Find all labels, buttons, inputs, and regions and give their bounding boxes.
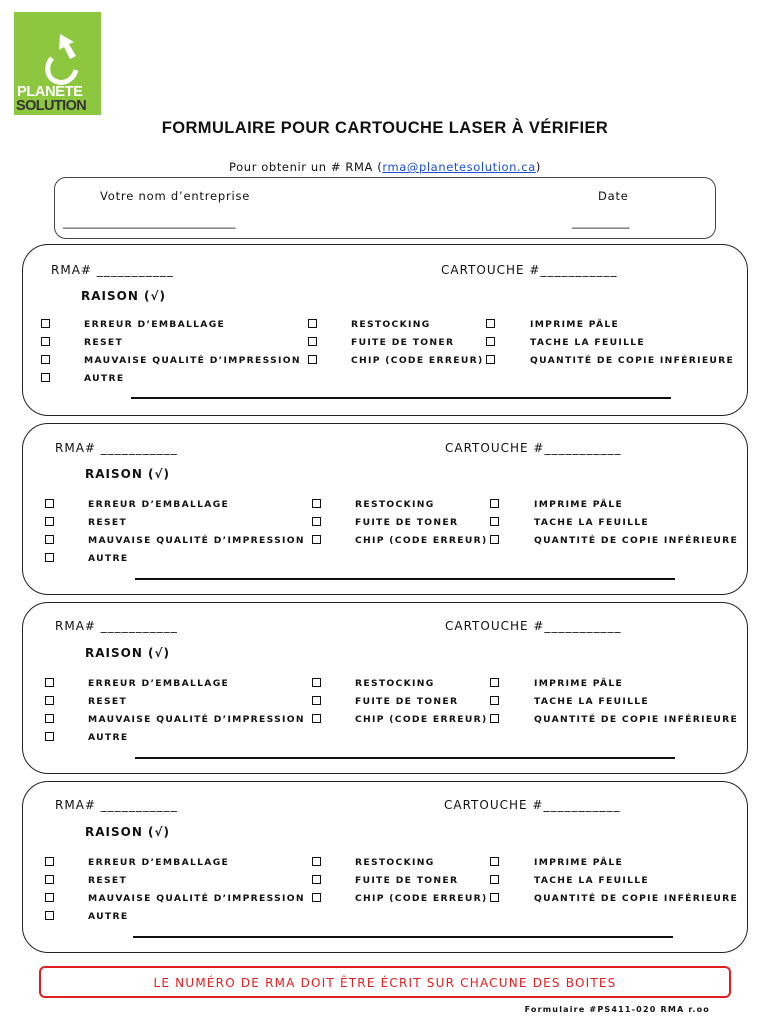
checkbox-quantite-copie[interactable]	[490, 714, 499, 723]
cartridge-section	[22, 423, 748, 595]
option-label: CHIP (CODE ERREUR)	[355, 893, 488, 904]
checkbox-fuite-toner[interactable]	[312, 517, 321, 526]
rma-instructions-suffix: )	[535, 160, 541, 174]
checkbox-tache-feuille[interactable]	[490, 517, 499, 526]
option-label: RESTOCKING	[355, 499, 435, 510]
option-label: ERREUR D’EMBALLAGE	[88, 678, 230, 689]
option-label: CHIP (CODE ERREUR)	[355, 714, 488, 725]
logo-line-2: SOLUTION	[16, 98, 87, 114]
checkbox-reset[interactable]	[45, 517, 54, 526]
cartouche-number-field[interactable]: CARTOUCHE #___________	[445, 441, 622, 455]
rma-email-link[interactable]: rma@planetesolution.ca	[382, 160, 536, 174]
checkbox-autre[interactable]	[45, 911, 54, 920]
rma-number-field[interactable]: RMA# ___________	[51, 263, 174, 277]
option-label: IMPRIME PÂLE	[530, 319, 620, 330]
rma-number-field[interactable]: RMA# ___________	[55, 798, 178, 812]
option-label: ERREUR D’EMBALLAGE	[84, 319, 226, 330]
option-label: RESET	[88, 875, 128, 886]
option-label: QUANTITÉ DE COPIE INFÉRIEURE	[534, 893, 739, 904]
rma-warning-notice: LE NUMÉRO DE RMA DOIT ÊTRE ÉCRIT SUR CHACUNE DES BOITES	[39, 966, 731, 998]
reason-heading: RAISON (√)	[85, 646, 171, 660]
date-field[interactable]: __________	[572, 215, 630, 229]
cartridge-section	[22, 781, 748, 953]
rma-instructions-prefix: Pour obtenir un # RMA (	[229, 160, 383, 174]
checkbox-autre[interactable]	[45, 553, 54, 562]
checkbox-quantite-copie[interactable]	[486, 355, 495, 364]
option-label: AUTRE	[84, 373, 125, 384]
option-label: FUITE DE TONER	[355, 875, 459, 886]
option-label: RESET	[84, 337, 124, 348]
checkbox-chip[interactable]	[308, 355, 317, 364]
option-label: IMPRIME PÂLE	[534, 499, 624, 510]
checkbox-chip[interactable]	[312, 535, 321, 544]
checkbox-tache-feuille[interactable]	[490, 875, 499, 884]
option-label: TACHE LA FEUILLE	[530, 337, 645, 348]
checkbox-quantite-copie[interactable]	[490, 893, 499, 902]
checkbox-imprime-pale[interactable]	[490, 857, 499, 866]
logo-line-1: PLANÈTE	[17, 84, 83, 100]
option-label: RESET	[88, 696, 128, 707]
option-label: CHIP (CODE ERREUR)	[351, 355, 484, 366]
option-label: TACHE LA FEUILLE	[534, 517, 649, 528]
form-title: FORMULAIRE POUR CARTOUCHE LASER À VÉRIFIER	[161, 119, 609, 137]
company-info-box	[54, 177, 716, 239]
checkbox-restocking[interactable]	[312, 678, 321, 687]
option-label: QUANTITÉ DE COPIE INFÉRIEURE	[534, 714, 739, 725]
cartridge-section	[22, 602, 748, 774]
rma-number-field[interactable]: RMA# ___________	[55, 619, 178, 633]
reason-heading: RAISON (√)	[81, 289, 167, 303]
option-label: RESET	[88, 517, 128, 528]
date-label: Date	[598, 189, 629, 203]
reason-heading: RAISON (√)	[85, 467, 171, 481]
notes-line[interactable]	[131, 397, 671, 399]
checkbox-tache-feuille[interactable]	[490, 696, 499, 705]
option-label: MAUVAISE QUALITÉ D’IMPRESSION	[88, 893, 305, 904]
cartouche-number-field[interactable]: CARTOUCHE #___________	[445, 619, 622, 633]
checkbox-fuite-toner[interactable]	[308, 337, 317, 346]
option-label: AUTRE	[88, 553, 129, 564]
checkbox-restocking[interactable]	[308, 319, 317, 328]
checkbox-mauvaise-qualite[interactable]	[41, 355, 50, 364]
cartridge-section	[22, 244, 748, 416]
checkbox-erreur-emballage[interactable]	[45, 499, 54, 508]
option-label: MAUVAISE QUALITÉ D’IMPRESSION	[84, 355, 301, 366]
option-label: QUANTITÉ DE COPIE INFÉRIEURE	[530, 355, 735, 366]
form-reference: Formulaire #PS411-020 RMA r.oo	[524, 1005, 710, 1014]
checkbox-chip[interactable]	[312, 893, 321, 902]
checkbox-tache-feuille[interactable]	[486, 337, 495, 346]
option-label: IMPRIME PÂLE	[534, 857, 624, 868]
option-label: RESTOCKING	[355, 857, 435, 868]
option-label: TACHE LA FEUILLE	[534, 875, 649, 886]
option-label: QUANTITÉ DE COPIE INFÉRIEURE	[534, 535, 739, 546]
notes-line[interactable]	[135, 757, 675, 759]
company-name-label: Votre nom d’entreprise	[100, 189, 251, 203]
option-label: ERREUR D’EMBALLAGE	[88, 857, 230, 868]
option-label: AUTRE	[88, 732, 129, 743]
checkbox-reset[interactable]	[41, 337, 50, 346]
reason-heading: RAISON (√)	[85, 825, 171, 839]
option-label: RESTOCKING	[355, 678, 435, 689]
planete-solution-logo	[14, 12, 101, 115]
checkbox-erreur-emballage[interactable]	[45, 678, 54, 687]
rma-instructions	[0, 160, 770, 174]
cartouche-number-field[interactable]: CARTOUCHE #___________	[444, 798, 621, 812]
option-label: ERREUR D’EMBALLAGE	[88, 499, 230, 510]
checkbox-reset[interactable]	[45, 696, 54, 705]
checkbox-mauvaise-qualite[interactable]	[45, 535, 54, 544]
checkbox-imprime-pale[interactable]	[490, 499, 499, 508]
checkbox-mauvaise-qualite[interactable]	[45, 714, 54, 723]
checkbox-chip[interactable]	[312, 714, 321, 723]
option-label: IMPRIME PÂLE	[534, 678, 624, 689]
checkbox-autre[interactable]	[41, 373, 50, 382]
option-label: CHIP (CODE ERREUR)	[355, 535, 488, 546]
checkbox-mauvaise-qualite[interactable]	[45, 893, 54, 902]
option-label: AUTRE	[88, 911, 129, 922]
cartouche-number-field[interactable]: CARTOUCHE #___________	[441, 263, 618, 277]
checkbox-erreur-emballage[interactable]	[41, 319, 50, 328]
option-label: TACHE LA FEUILLE	[534, 696, 649, 707]
option-label: FUITE DE TONER	[355, 696, 459, 707]
option-label: FUITE DE TONER	[355, 517, 459, 528]
option-label: MAUVAISE QUALITÉ D’IMPRESSION	[88, 714, 305, 725]
rma-number-field[interactable]: RMA# ___________	[55, 441, 178, 455]
company-name-field[interactable]: ______________________________	[63, 215, 236, 229]
checkbox-erreur-emballage[interactable]	[45, 857, 54, 866]
checkbox-fuite-toner[interactable]	[312, 875, 321, 884]
checkbox-restocking[interactable]	[312, 499, 321, 508]
checkbox-reset[interactable]	[45, 875, 54, 884]
option-label: FUITE DE TONER	[351, 337, 455, 348]
checkbox-fuite-toner[interactable]	[312, 696, 321, 705]
option-label: MAUVAISE QUALITÉ D’IMPRESSION	[88, 535, 305, 546]
option-label: RESTOCKING	[351, 319, 431, 330]
notes-line[interactable]	[135, 578, 675, 580]
notes-line[interactable]	[133, 936, 673, 938]
checkbox-imprime-pale[interactable]	[490, 678, 499, 687]
checkbox-restocking[interactable]	[312, 857, 321, 866]
checkbox-quantite-copie[interactable]	[490, 535, 499, 544]
checkbox-autre[interactable]	[45, 732, 54, 741]
checkbox-imprime-pale[interactable]	[486, 319, 495, 328]
